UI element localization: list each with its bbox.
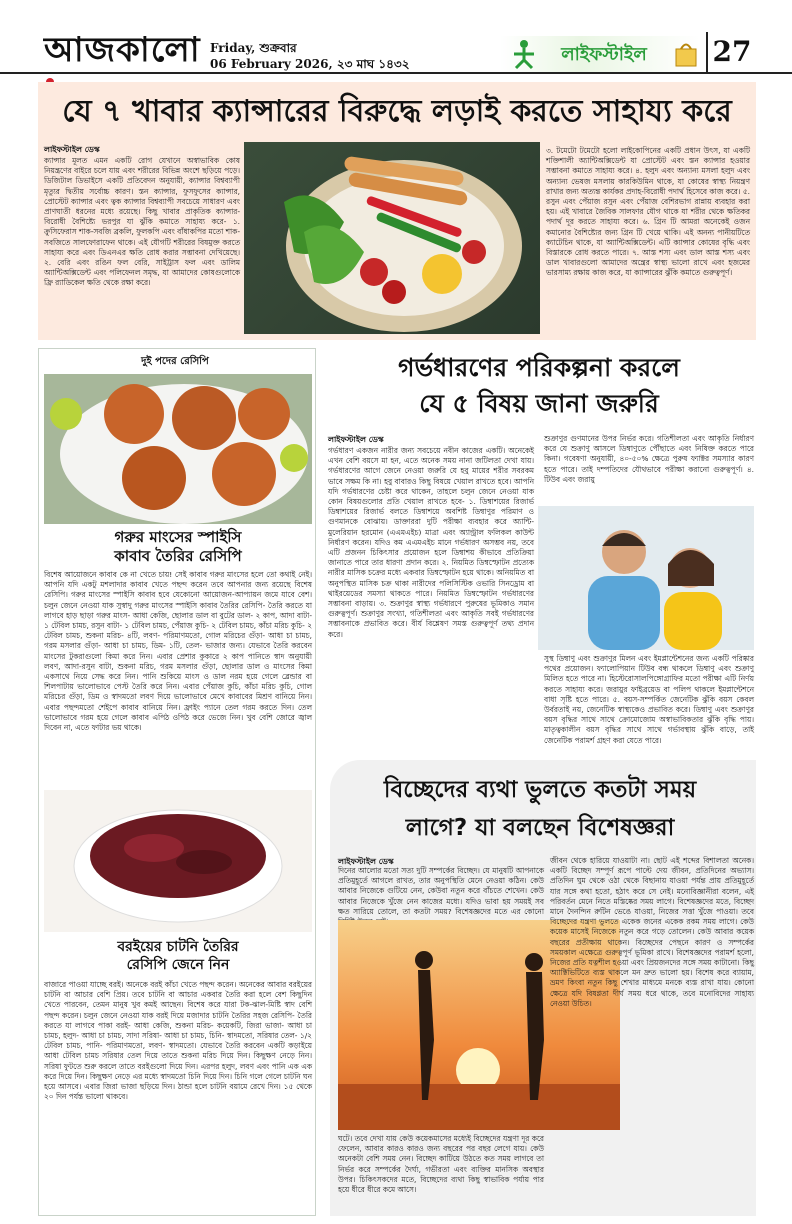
shopping-bag-icon <box>672 40 700 68</box>
recipe2-body: বাজারে পাওয়া যাচ্ছে বরই। অনেকে বরই কাঁচা খেতে পছন্দ করেন। অনেকের আবার বরইয়ের চাটনি বা আচার বেশি প্রিয়। তবে চাটনি বা আচার একবার তৈরি করা হলে বেশ কিছুদিন খেতে পারবেন, তেমন মানুষ খুব কমই আছেন। বিশেষ করে যারা টক-ঝাল-মিষ্টি স্বাদ বেশি পছন্দ করেন। চলুন জেনে নেওয়া যাক বরই দিয়ে মজাদার চাটনি তৈরির সহজ রেসিপি- তৈরি করতে যা লাগবে পাকা বরই- আধা কেজি, শুকনা মরিচ- কয়েকটি, জিরা ভাজা- আধা চা চামচ, হলুদ- আধা চা চামচ, সাদা সরিষা- আধা চা চামচ, চিনি- স্বাদমতো, সরিষার তেল- ১/২ টেবিল চামচ, পানি- পরিমাণমতো, লবণ- স্বাদমতো। যেভাবে তৈরি করবেন একটি কড়াইয়ে আধা টেবিল চামচ সরিষার তেল দিয়ে তাতে শুকনা মরিচ দিয়ে দিন। কিছুক্ষণ নেড়ে নিন। সরিষা ফুটতে শুরু করলে তাতে বরইগুলো দিয়ে দিন। এরপর হলুদ, লবণ এবং পানি এক এক করে দিয়ে দিন। কিছুক্ষণ নেড়ে এর মধ্যে স্বাদমতো চিনি দিয়ে দিন। চিনি গলে গেলে চাটনি ঘন হয়ে আসবে। এবার জিরা ভাজা ছড়িয়ে দিন। ঠান্ডা হলে চাটনি বয়ামে রেখে দিন। ১৫ থেকে ২০ দিন পর্যন্ত ভালো থাকবে। <box>44 980 312 1102</box>
recipe-box-label: দুই পদের রেসিপি <box>90 354 260 371</box>
recipe1-body: বিশেষ আয়োজনে কাবাব কে না খেতে চায়! সেই কাবাব গরুর মাংসের হলে তো কথাই নেই। আপনি যদি একটু মশলাদার কাবাব খেতে পছন্দ করেন তবে আপনার জন্য রয়েছে বিশেষ রেসিপি। গরুর মাংসের স্পাইসি কাবাব হবে যেকোনো আয়োজন-আপ্যায়ন জমে যাবে বেশ। চলুন জেনে নেওয়া যাক সুস্বাদু গরুর মাংসের স্পাইসি কাবাব তৈরির রেসিপি- তৈরি করতে যা লাগবে হাড় ছাড়া গরুর মাংস- আধা কেজি, ছোলার ডাল বা বুটের ডাল- ২ কাপ, আদা বাটা- ১ টেবিল চামচ, রসুন বাটা- ১ টেবিল চামচ, পেঁয়াজ কুচি- ২ টেবিল চামচ, কাঁচা মরিচ কুচি- ২ টেবিল চামচ, শুকনা মরিচ- ৪টি, লবণ- পরিমাণমতো, গোল মরিচের গুঁড়া- আধা চা চামচ, গরম মসলার গুঁড়া- আধা চা চামচ, ডিম- ১টি, তেল- ভাজার জন্য। যেভাবে তৈরি করবেন মাংসের টুকরাগুলো কিমা করে নিন। এবার প্রেশার কুকারে ২ কাপ পানিতে স্বাদ অনুযায়ী লবণ, আদা-রসুন বাটা, শুকনা মরিচ, গরম মসলার গুঁড়া, ছোলার ডাল ও মাংসের কিমা একসাথে নিয়ে সেদ্ধ করে নিন। পানি শুকিয়ে মাংস ও ডাল নরম হয়ে গেলে ব্লেন্ডার বা শিলপাটায় ভালোভাবে পেস্ট তৈরি করে নিন। এবার পেঁয়াজ কুচি, কাঁচা মরিচ কুচি, গোল মরিচের গুঁড়া, ডিম ও স্বাদমতো লবণ দিয়ে ভালোভাবে মেখে কাবাবের মিশ্রণ বানিয়ে নিন। এবার পছন্দমতো শেইপে কাবাব বানিয়ে নিন। ফ্রাইং প্যানে তেল গরম করতে দিন। তেল ভালোভাবে গরম হয়ে গেলে কাবাব এপিঠ ওপিঠ করে ভেজে নিন। খুব বেশি জোরে জ্বাল দিবেন না, এতে ফাটার ভয় থাকে। <box>44 570 312 733</box>
section-name: লাইফস্টাইল <box>561 44 647 65</box>
recipe2-title-line2: রেসিপি জেনে নিন <box>126 957 230 973</box>
article2-title-line1: গর্ভধারণের পরিকল্পনা করলে <box>398 353 680 382</box>
article3-column1b: ঘটে। তবে দেখা যায় কেউ কয়েকমাসের মধ্যেই বিচ্ছেদের যন্ত্রণা দূর করে ফেলেন, আবার কারও কারও জন্য বছরের পর বছর লেগে যায়। কেউ অনেকটা বেশি সময় নেন। বিচ্ছেদ কাটিয়ে উঠতে কত সময় লাগবে তা নির্ভর করে সম্পর্কের দৈর্ঘ্য, গভীরতা এবং ব্যক্তির মানসিক অবস্থার উপর। চিকিৎসকদের মতে, বিচ্ছেদের ব্যথা কিছু স্বাভাবিক পর্যায় পার হয়ে ধীরে ধীরে কমে আসে। <box>338 1134 544 1195</box>
vegetables-photo <box>244 142 540 334</box>
couple-photo <box>538 506 754 650</box>
article2-column2: শুক্রাণুর গুণমানের উপর নির্ভর করে। গতিশীলতা এবং আকৃতি নির্ধারণ করে যে শুক্রাণু আসলে ডিম্বাণুতে পৌঁছাতে এবং নিষিক্ত করতে পারে কিনা। গবেষণা অনুযায়ী, ৪০-৫০% ক্ষেত্রে পুরুষ ফ্যাক্টর সমস্যার কারণ হতে পারে। তাই দম্পতিদের যৌথভাবে পরীক্ষা করানো গুরুত্বপূর্ণ। ৪. টিউব এবং জরায়ু <box>544 434 754 484</box>
article3-title-line2: লাগে? যা বলছেন বিশেষজ্ঞরা <box>405 815 675 841</box>
article1-title: যে ৭ খাবার ক্যান্সারের বিরুদ্ধে লড়াই করতে সাহায্য করে <box>62 94 732 129</box>
chutney-photo <box>44 790 312 932</box>
vegetable-basket-illustration <box>244 142 540 334</box>
article2-title-line2: যে ৫ বিষয় জানা জরুরি <box>419 389 659 418</box>
article3-byline: লাইফস্টাইল ডেস্ক <box>338 857 394 866</box>
article2-byline: লাইফস্টাইল ডেস্ক <box>328 435 384 444</box>
recipe1-title-line2: কাবাব তৈরির রেসিপি <box>114 547 242 565</box>
article2-column3: সুস্থ ডিম্বাণু এবং শুক্রাণুর মিলন এবং ইমপ্লান্টেশনের জন্য একটি পরিষ্কার পথের প্রয়োজন। ফ্যালোপিয়ান টিউব বন্ধ থাকলে ডিম্বাণু এবং শুক্রাণু মিলিত হতে পারে না। হিস্টেরোসালপিঙ্গোগ্রাফির মতো পরীক্ষা এটি নির্ণয় করতে সাহায্য করে। জরায়ুর ফাইব্রয়েড বা পলিপ থাকলে ইমপ্লান্টেশনে বাধা সৃষ্টি হতে পারে। ৫. বয়স-সম্পর্কিত জেনেটিক ঝুঁকি বয়স কেবল উর্বরতাই নয়, জেনেটিক স্বাস্থ্যকেও প্রভাবিত করে। ডিম্বাণু এবং শুক্রাণুর বয়স বৃদ্ধির সাথে সাথে ক্রোমোজোম অস্বাভাবিকতার ঝুঁকি বৃদ্ধি পায়। মাতৃত্বকালীন বয়স বৃদ্ধির সাথে সাথে গর্ভাবস্থায় ঝুঁকি বাড়ে, তাই জেনেটিক পরামর্শ গ্রহণ করা যেতে পারে। <box>544 654 754 745</box>
date-full: 06 February 2026, ২৩ মাঘ ১৪৩২ <box>210 57 410 71</box>
kebab-photo <box>44 374 312 524</box>
article1-column3: ৩. টমেটো টমেটো হলো লাইকোপিনের একটি প্রধান উৎস, যা একটি শক্তিশালী অ্যান্টিঅক্সিডেন্ট যা প্রোস্টেট এবং স্তন ক্যান্সার হওয়ার সম্ভাবনা কমাতে সাহায্য করে। ৪. হলুদ এবং অন্যান্য মসলা হলুদ এবং অন্যান্য ভেষজ মসলায় কারকিউমিন থাকে, যা কোষের স্বাস্থ্য নিয়ন্ত্রণ রাখার জন্য অত্যন্ত কার্যকর প্রদাহ-বিরোধী পদার্থ হিসেবে কাজ করে। ৫. রসুন এবং পেঁয়াজ রসুন এবং পেঁয়াজ বেশিরভাগ রান্নায় ব্যবহার করা হয়। এই খাবারে জৈবিক সালফার যৌগ থাকে যা শরীর থেকে ক্ষতিকর পদার্থ দূর করতে সাহায্য করে। ৬. গ্রিন টি আমরা অনেকেই ওজন কমানোর বৈশিষ্ট্যের জন্য গ্রিন টি খেয়ে থাকি। এই অনন্য পানীয়টিতে ক্যাটেচিন থাকে, যা অ্যান্টিঅক্সিডেন্ট। এটি ক্যান্সার কোষের বৃদ্ধি এবং বিস্তারকে রোধ করতে পারে। ৭. আস্ত শস্য এবং ডাল আস্ত শস্য এবং ডাল খাবারগুলো আমাদের অন্ত্রের স্বাস্থ্য ভালো রাখে এবং হজমের ভারসাম্য রক্ষায় কাজ করে, যা ক্যান্সারের ঝুঁকি কমাতে গুরুত্বপূর্ণ। <box>546 146 751 278</box>
article1-column1: ক্যান্সার মূলত এমন একটি রোগ যেখানে অস্বাভাবিক কোষ নিয়ন্ত্রণের বাইরে চলে যায় এবং শরীরের বিভিন্ন অংশে ছড়িয়ে পড়ে। ডিজিটাল ডিভাইসে একটি প্রতিবেদন অনুযায়ী, ক্যান্সার বিশ্বব্যাপী মৃত্যুর দ্বিতীয় সর্বোচ্চ কারণ। স্তন ক্যান্সার, ফুসফুসের ক্যান্সার, প্রোস্টেট ক্যান্সার এবং ত্বক ক্যান্সার বিশ্বব্যাপী সবচেয়ে সাধারণ এবং প্রাণঘাতী ধরনের মধ্যে রয়েছে। কিছু খাবার প্রাকৃতিক ক্যান্সার-বিরোধী বৈশিষ্ট্যে ভরপুর যা ঝুঁকি কমাতে সাহায্য করে- ১. ক্রুসিফেরাস শাক-সবজি ব্রকলি, ফুলকপি এবং বাঁধাকপির মতো শাক-সবজিতে সালফোরাফেন থাকে। এই যৌগটি শরীরের বিষমুক্ত করতে সাহায্য করে এবং ডিএনএর ক্ষতি রোধ করার সম্ভাবনা দেখিয়েছে। ২. বেরি এবং রঙিন ফল বেরি, সাইট্রাস ফল এবং ডালিম অ্যান্টিঅক্সিডেন্ট এবং পলিফেনল সমৃদ্ধ, যা আমাদের কোষগুলোকে ফ্রি র‍্যাডিকেল ক্ষতি থেকে রক্ষা করে। <box>44 156 240 288</box>
newspaper-logo: আজকালো <box>44 28 204 72</box>
date-day: Friday, শুক্রবার <box>210 41 297 55</box>
chutney-bowl-illustration <box>44 790 312 932</box>
article3-column2: জীবন থেকে হারিয়ে যাওয়াটা না। ছোট এই শব্দের বিশালতা অনেক। একটি বিচ্ছেদ সম্পূর্ণ রূপে পাল্টে দেয় জীবন, প্রতিদিনের অভ্যাস। প্রতিদিন ঘুম থেকে ওঠা থেকে বিছানায় যাওয়া পর্যন্ত প্রায় প্রতিমুহূর্তে যার সঙ্গে কথা হতো, হঠাৎ করে সে নেই। মনোবিজ্ঞানীরা বলেন, এই পরিবর্তন মেনে নিতে মস্তিষ্কের সময় লাগে। বিশেষজ্ঞদের মতে, বিচ্ছেদ মানে দৈনন্দিন রুটিন ভেঙে যাওয়া, নিজের সত্তা খুঁজে পাওয়া। তবে বিচ্ছেদের যন্ত্রণা ভুলতে একেক জনের একেক রকম সময় লাগে। কেউ কয়েক মাসেই নিজেকে নতুন করে গড়ে তোলেন। কেউ আবার কয়েক বছরের প্রতীক্ষায় থাকেন। বিচ্ছেদের পেছনে কারণ ও সম্পর্কের সময়কাল এক্ষেত্রে গুরুত্বপূর্ণ ভূমিকা রাখে। বিশেষজ্ঞদের পরামর্শ হলো, নিজের প্রতি যত্নশীল হওয়া এবং প্রিয়জনদের সঙ্গে সময় কাটানো। কিছু অ্যাক্টিভিটিতে ব্যস্ত থাকলে মন দ্রুত ভালো হয়। বিশেষ করে ব্যায়াম, ভ্রমণ কিংবা নতুন কিছু শেখার মাধ্যমে মনকে ব্যস্ত রাখা যায়। কোনো ক্ষেত্রে যদি বিষণ্ণতা দীর্ঘ সময় ধরে থাকে, তবে মনোবিদের সাহায্য নেওয়া উচিত। <box>550 856 754 1008</box>
article3-title-line1: বিচ্ছেদের ব্যথা ভুলতে কতটা সময় <box>383 777 697 803</box>
kebab-plate-illustration <box>44 374 312 524</box>
recipe2-title-line1: বরইয়ের চাটনি তৈরির <box>117 939 239 955</box>
page-number: 27 <box>706 32 756 72</box>
couple-illustration <box>538 506 754 650</box>
yoga-figure-icon <box>510 38 538 70</box>
article2-column1: গর্ভধারণ একজন নারীর জন্য সবচেয়ে নবীন কাজের একটি। অনেকেই এখন বেশি বয়সে মা হন, এতে অনেক সময় নানা জটিলতা দেখা যায়। গর্ভধারণের আগে জেনে নেওয়া জরুরি যে হবু মায়ের শরীর সবরকম ভাবে সক্ষম কি না। হবু বাবারও কিছু বিষয়ে খেয়াল রাখতে হবে। আপনি যদি গর্ভধারণের চেষ্টা করে থাকেন, তাহলে চলুন জেনে নেওয়া যাক কোন বিষয়গুলোর প্রতি খেয়াল রাখতে হবে- ১. ডিম্বাশয়ের রিজার্ভ ডিম্বাশয়ের রিজার্ভ বলতে ডিম্বাশয়ে অবশিষ্ট ডিম্বাণুর পরিমাণ ও গুণমানকে বোঝায়। ডাক্তাররা দুটি পরীক্ষা ব্যবহার করে অ্যান্টি-মুলেরিয়ান হরমোন (এএমএইচ) মাত্রা এবং অ্যান্ট্রাল ফলিকল কাউন্ট নির্ধারণ করেন। যদিও কম এএমএইচ মানে গর্ভধারণ অসম্ভব নয়, তবে এটি প্রজনন চিকিৎসার প্রয়োজন হলে ডিম্বাশয় কীভাবে প্রতিক্রিয়া জানাতে পারে তার ধারণা প্রদান করে। ২. নিয়মিত ডিম্বস্ফোটন প্রত্যেক নারীর মাসিক চক্রের মধ্যে একবার ডিম্বস্ফোটন হয়ে থাকে। অনিয়মিত বা অনুপস্থিত মাসিক চক্র থাকা নারীদের পলিসিস্টিক ওভারি সিনড্রোম বা থাইরয়েডের সমস্যা থাকতে পারে। নিয়মিত ডিম্বস্ফোটন গর্ভধারণের সম্ভাবনা বাড়ায়। ৩. শুক্রাণুর স্বাস্থ্য গর্ভধারণে পুরুষের ভূমিকাও সমান গুরুত্বপূর্ণ। শুক্রাণুর সংখ্যা, গতিশীলতা এবং আকৃতি সবই গর্ভধারণের সম্ভাবনাকে প্রভাবিত করে। বীর্য বিশ্লেষণ সমস্ত গুরুত্বপূর্ণ তথ্য প্রদান করে। <box>328 446 534 639</box>
article1-byline: লাইফস্টাইল ডেস্ক <box>44 145 100 154</box>
recipe1-title-line1: গরুর মাংসের স্পাইসি <box>114 528 242 546</box>
article3-column1: দিনের আলোর মতো সত্য দুটি সম্পর্কের বিচ্ছেদ। যে মানুষটি আপনাকে প্রতিমুহূর্তে আগলে রাখত, তার অনুপস্থিতি মেনে নেওয়া কঠিন। কেউ আবার নিজেকে গুটিয়ে নেন, কেউবা নতুন করে বাঁচতে শেখেন। কেউ আবার নিজেকে খুঁজে নেন কাজের মধ্যে। যদিও ভাবা হয় সময়ই সব ক্ষত সারিয়ে তোলে, তা কতটা সময়? বিশেষজ্ঞদের মতে এর কোনো <box>338 866 544 916</box>
